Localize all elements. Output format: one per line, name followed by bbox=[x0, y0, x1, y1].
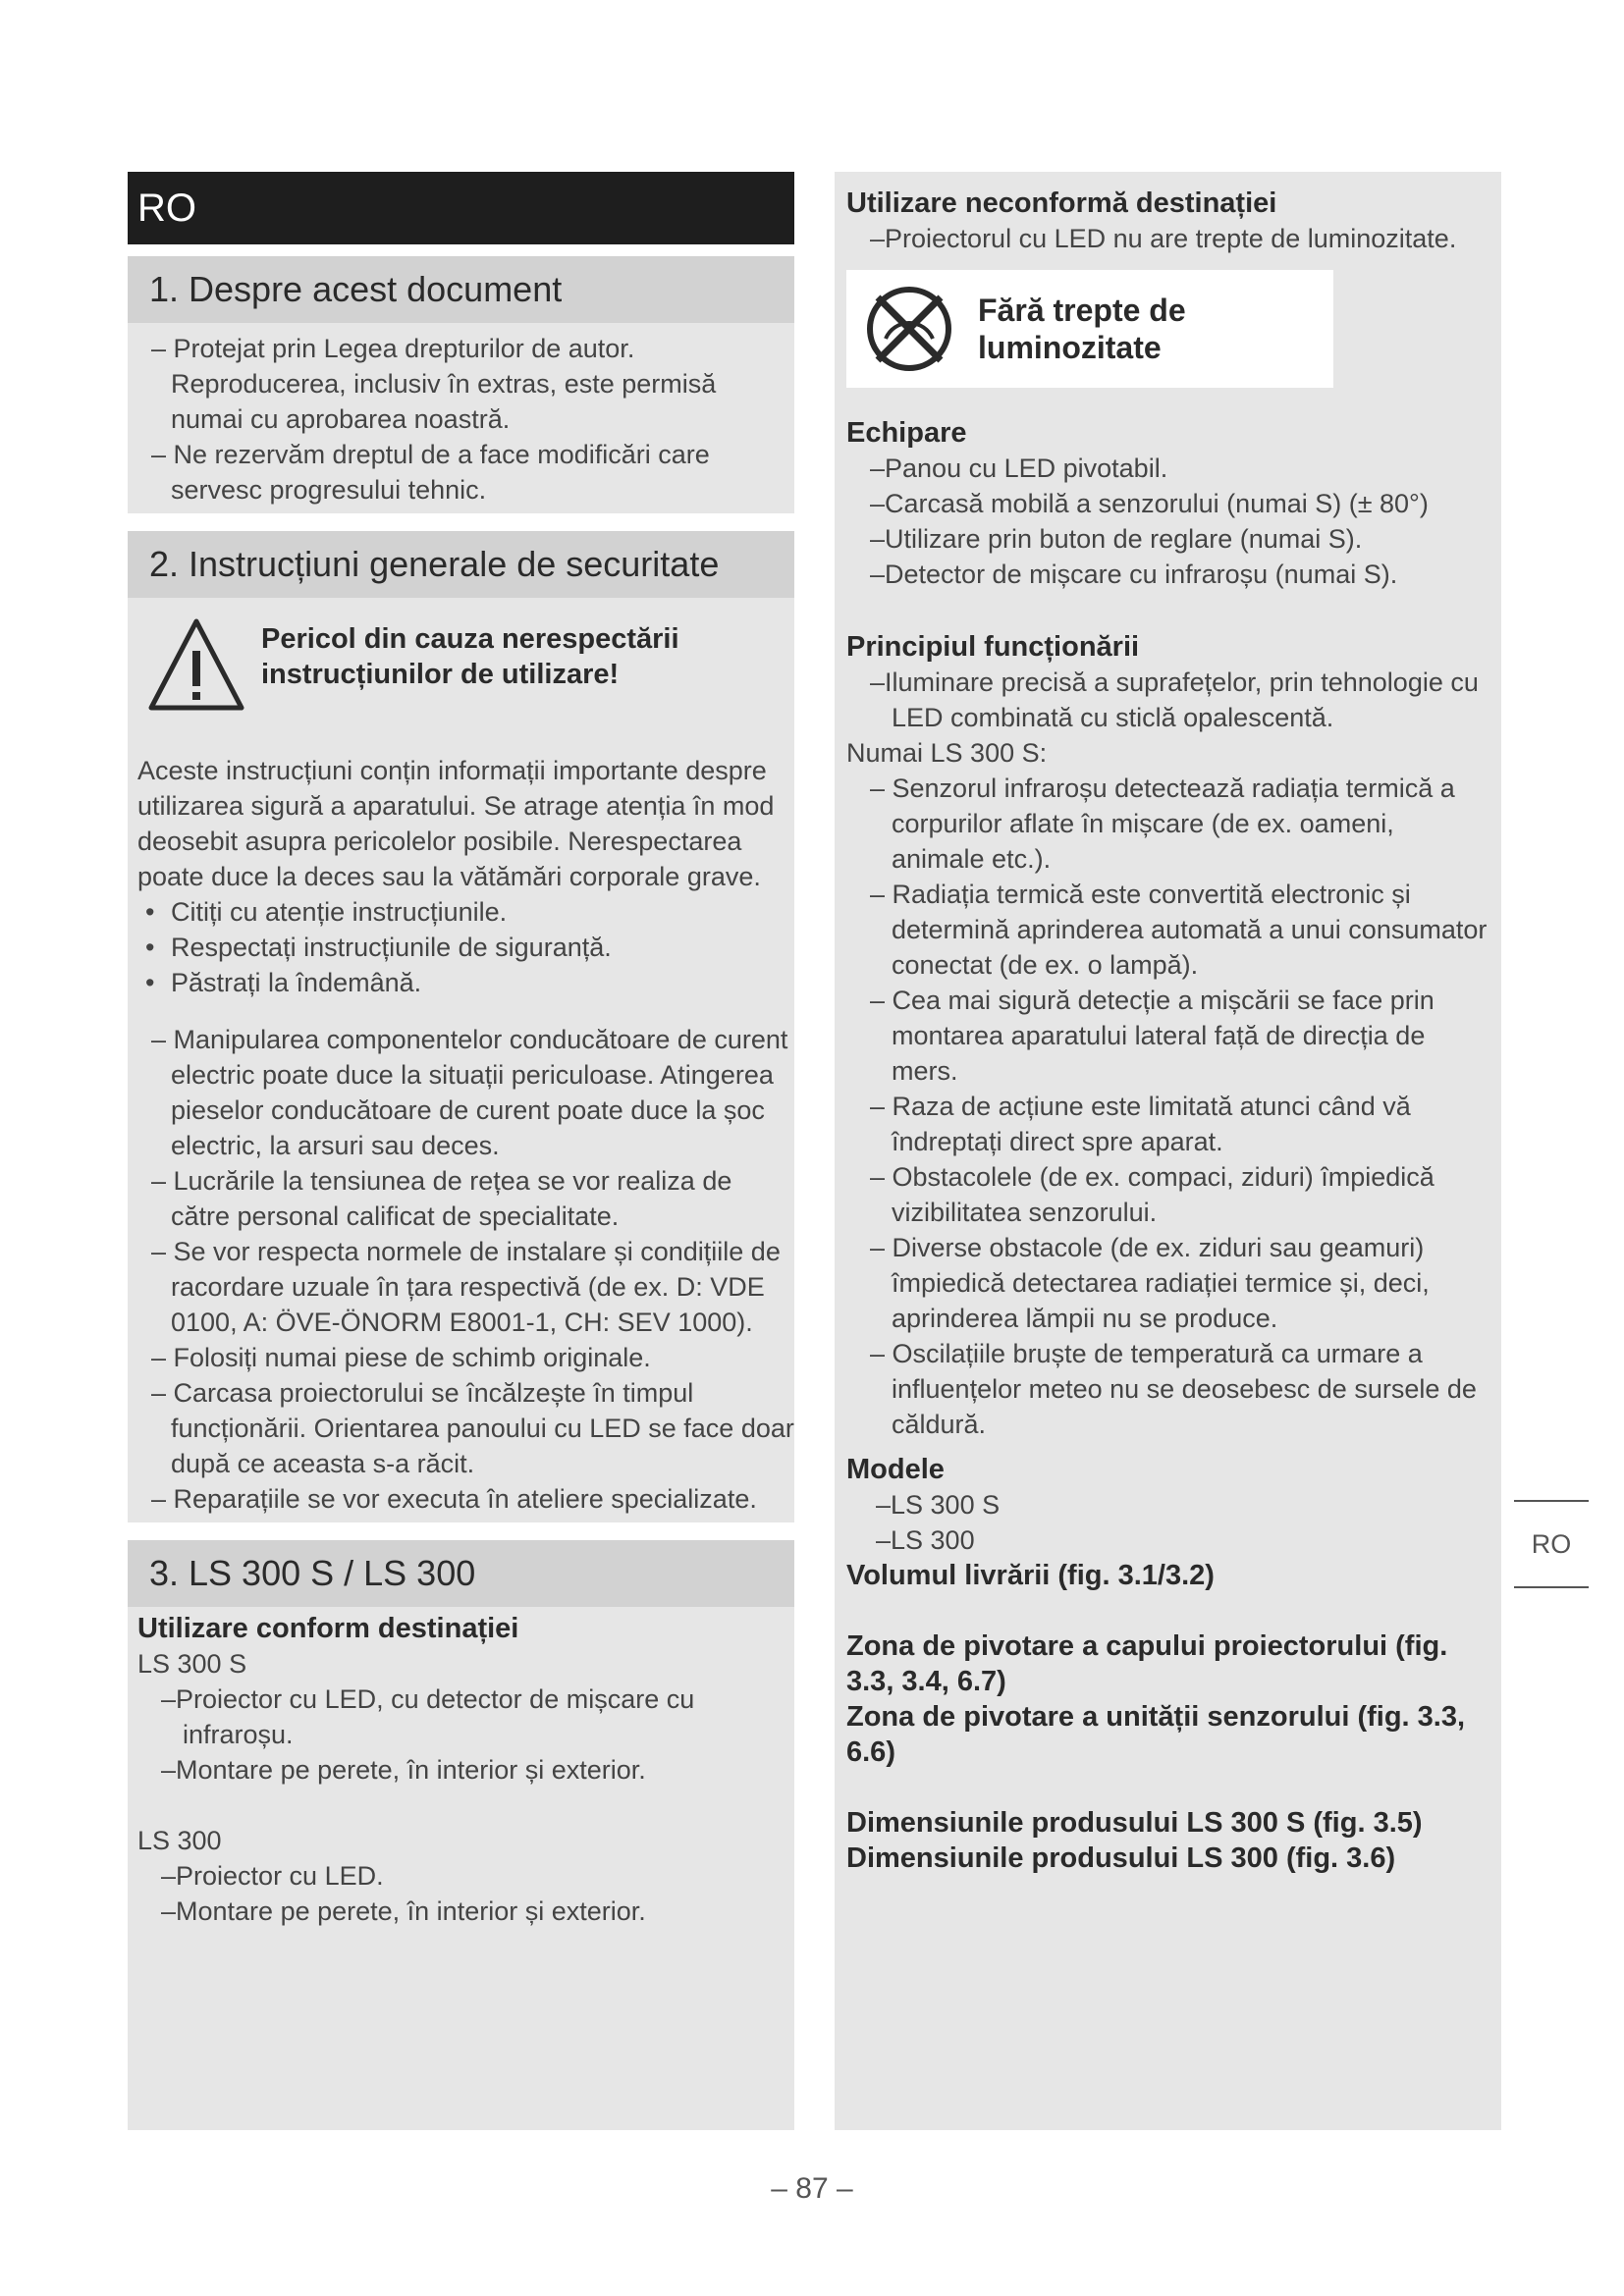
model-2: –LS 300 bbox=[876, 1525, 975, 1555]
delivery-scope: Volumul livrării (fig. 3.1/3.2) bbox=[846, 1560, 1215, 1591]
sec2-intro: Aceste instrucțiuni conțin informații importante despre utilizarea sigură a aparatului. Se atrage atenția în mod deosebit asupra pericolelor posibile. Nerespectarea poate duce la deces sau la vătămări corporale grave. bbox=[137, 756, 775, 891]
ls300s-label: LS 300 S bbox=[137, 1649, 247, 1679]
ls300s-item-2: –Montare pe perete, în interior și exterior. bbox=[161, 1755, 646, 1785]
no-dimming-icon bbox=[860, 280, 958, 378]
section-3-title: 3. LS 300 S / LS 300 bbox=[128, 1540, 794, 1607]
only-item-6: – Diverse obstacole (de ex. ziduri sau geamuri) împiedică detectarea radiației termice și, deci, aprinderea lămpii nu se produce. bbox=[870, 1233, 1430, 1333]
ls300s-item-1: –Proiector cu LED, cu detector de mișcare cu infraroșu. bbox=[161, 1684, 695, 1749]
equip-title: Echipare bbox=[846, 417, 967, 449]
left-column bbox=[128, 172, 794, 2130]
side-language-tab: RO bbox=[1514, 1500, 1589, 1588]
pivot-sensor: Zona de pivotare a unității senzorului (fig. 3.3, 6.6) bbox=[846, 1701, 1466, 1768]
sec2-dash-4: – Folosiți numai piese de schimb originale. bbox=[151, 1343, 651, 1372]
ls300-item-2: –Montare pe perete, în interior și exterior. bbox=[161, 1896, 646, 1926]
only-item-1: – Senzorul infraroșu detectează radiația termică a corpurilor aflate în mișcare (de ex. oameni, animale etc.). bbox=[870, 774, 1455, 874]
principle-title: Principiul funcționării bbox=[846, 631, 1140, 663]
sec2-bullets bbox=[128, 894, 794, 1000]
list-item: • Citiți cu atenție instrucțiunile. bbox=[137, 894, 794, 930]
warning-text: Pericol din cauza nerespectării instrucțiunilor de utilizare! bbox=[261, 623, 679, 690]
right-column bbox=[835, 172, 1501, 2130]
sec2-dash-1: – Manipularea componentelor conducătoare de curent electric poate duce la situații periculoase. Atingerea pieselor conducătoare de curent poate duce la șoc electric, la arsuri sau deces. bbox=[151, 1025, 788, 1160]
only-item-5: – Obstacolele (de ex. compaci, ziduri) împiedică vizibilitatea senzorului. bbox=[870, 1162, 1435, 1227]
only-item-7: – Oscilațiile bruște de temperatură ca urmare a influențelor meteo nu se deosebesc de sursele de căldură. bbox=[870, 1339, 1477, 1439]
misuse-item: –Proiectorul cu LED nu are trepte de luminozitate. bbox=[870, 224, 1457, 253]
pivot-head: Zona de pivotare a capului proiectorului (fig. 3.3, 3.4, 6.7) bbox=[846, 1630, 1448, 1697]
only-label: Numai LS 300 S: bbox=[846, 738, 1048, 768]
misuse-title: Utilizare neconformă destinației bbox=[846, 187, 1277, 219]
sec1-item-2: – Ne rezervăm dreptul de a face modificări care servesc progresului tehnic. bbox=[151, 440, 710, 505]
ls300-item-1: –Proiector cu LED. bbox=[161, 1861, 384, 1891]
sec2-dash-5: – Carcasa proiectorului se încălzește în timpul funcționării. Orientarea panoului cu LED se face doar după ce aceasta s-a răcit. bbox=[151, 1378, 794, 1478]
page-number: – 87 – bbox=[771, 2172, 853, 2205]
only-item-2: – Radiația termică este convertită electronic și determină aprinderea automată a unui consumator conectat (de ex. o lampă). bbox=[870, 880, 1488, 980]
models-title: Modele bbox=[846, 1454, 945, 1485]
no-dimming-text: Fără trepte de luminozitate bbox=[978, 293, 1186, 365]
warning-triangle-icon bbox=[147, 615, 245, 714]
section-1-title: 1. Despre acest document bbox=[128, 256, 794, 323]
equip-item-1: –Panou cu LED pivotabil. bbox=[870, 454, 1168, 483]
no-dimming-box bbox=[846, 270, 1333, 388]
sec2-dash-6: – Reparațiile se vor executa în ateliere specializate. bbox=[151, 1484, 757, 1514]
only-item-4: – Raza de acțiune este limitată atunci când vă îndreptați direct spre aparat. bbox=[870, 1092, 1411, 1156]
list-item: • Păstrați la îndemână. bbox=[137, 965, 794, 1000]
dimensions-ls300s: Dimensiunile produsului LS 300 S (fig. 3.5) bbox=[846, 1807, 1423, 1839]
principle-item: –Iluminare precisă a suprafețelor, prin tehnologie cu LED combinată cu sticlă opalescentă. bbox=[870, 667, 1479, 732]
dimensions-ls300: Dimensiunile produsului LS 300 (fig. 3.6) bbox=[846, 1842, 1396, 1874]
language-header: RO bbox=[128, 172, 794, 244]
equip-item-4: –Detector de mișcare cu infraroșu (numai S). bbox=[870, 560, 1398, 589]
only-item-3: – Cea mai sigură detecție a mișcării se face prin montarea aparatului lateral față de direcția de mers. bbox=[870, 986, 1435, 1086]
model-1: –LS 300 S bbox=[876, 1490, 1001, 1520]
section-2-title: 2. Instrucțiuni generale de securitate bbox=[128, 531, 794, 598]
list-item: • Respectați instrucțiunile de siguranță. bbox=[137, 930, 794, 965]
sec2-dash-2: – Lucrările la tensiunea de rețea se vor realiza de către personal calificat de specialitate. bbox=[151, 1166, 732, 1231]
ls300-label: LS 300 bbox=[137, 1826, 222, 1855]
equip-item-2: –Carcasă mobilă a senzorului (numai S) (± 80°) bbox=[870, 489, 1429, 518]
use-title: Utilizare conform destinației bbox=[137, 1613, 519, 1644]
sec2-dash-3: – Se vor respecta normele de instalare și condițiile de racordare uzuale în țara respectivă (de ex. D: VDE 0100, A: ÖVE-ÖNORM E8001-1, CH: SEV 1000). bbox=[151, 1237, 781, 1337]
warning-box bbox=[128, 598, 794, 714]
equip-item-3: –Utilizare prin buton de reglare (numai S). bbox=[870, 524, 1363, 554]
sec1-item-1: – Protejat prin Legea drepturilor de autor. Reproducerea, inclusiv în extras, este permisă numai cu aprobarea noastră. bbox=[151, 334, 717, 434]
